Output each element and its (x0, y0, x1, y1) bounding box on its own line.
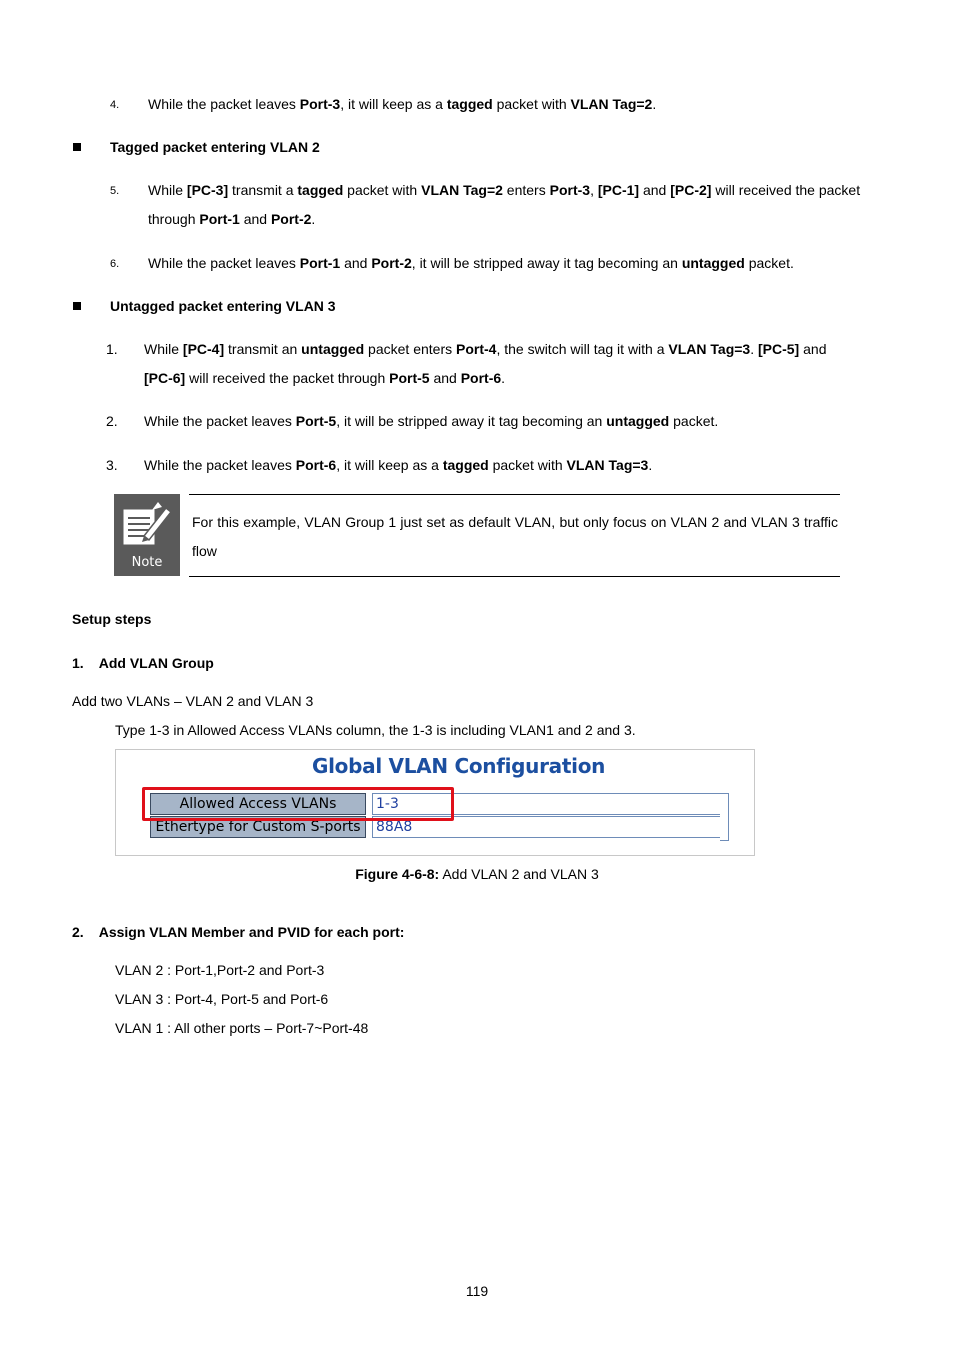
list-number: 5. (110, 185, 120, 197)
list-number: 1. (106, 341, 118, 357)
text-run: , it will be stripped away it tag becoming an (411, 255, 682, 271)
text-run: and (639, 182, 671, 198)
list-item-text (148, 254, 794, 272)
text-run: packet with (488, 457, 567, 473)
bold-text-run: Port-2 (270, 211, 312, 227)
figure-caption (0, 865, 954, 883)
pencil-paper-icon (114, 494, 180, 554)
text-run: . (501, 370, 506, 386)
text-run: and (239, 211, 271, 227)
bold-text-run: untagged (606, 413, 670, 429)
ethertype-input[interactable]: 88A8 (372, 816, 723, 838)
bold-text-run: Port-4 (456, 341, 497, 357)
text-run: will received the packet (711, 182, 861, 198)
bold-text-run: VLAN Tag=2 (421, 182, 503, 198)
bold-text-run: [PC-4] (182, 341, 225, 357)
bold-text-run: [PC-3] (186, 182, 229, 198)
bold-text-run: Port-5 (389, 370, 430, 386)
text-run: and (340, 255, 372, 271)
note-text: For this example, VLAN Group 1 just set as default VLAN, but only focus on VLAN 2 and VLAN 3 traffic flow (192, 514, 838, 559)
note-icon (114, 494, 180, 576)
text-run: , it will keep as a (340, 96, 447, 112)
vlan-member-line: VLAN 2 : Port-1,Port-2 and Port-3 (115, 962, 325, 978)
highlight-box (142, 787, 454, 821)
section-heading-vlan3: Untagged packet entering VLAN 3 (110, 298, 336, 314)
text-run: While (148, 182, 187, 198)
list-item-text (144, 340, 826, 358)
bold-text-run: Port-6 (460, 370, 502, 386)
divider (189, 576, 840, 577)
setup-heading: Setup steps (72, 611, 152, 627)
allowed-vlans-input[interactable]: 1-3 (372, 793, 723, 815)
text-run: While the packet leaves (148, 255, 300, 271)
vlan-member-line: VLAN 3 : Port-4, Port-5 and Port-6 (115, 991, 329, 1007)
list-item-text (144, 456, 652, 474)
config-title: Global VLAN Configuration (312, 754, 606, 778)
text-run: . (750, 341, 758, 357)
vlan-member-line: VLAN 1 : All other ports – Port-7~Port-48 (115, 1020, 369, 1036)
paragraph: Type 1-3 in Allowed Access VLANs column, the 1-3 is including VLAN1 and 2 and 3. (115, 722, 636, 738)
list-item-text (148, 95, 656, 113)
text-run: and (799, 341, 827, 357)
bold-text-run: untagged (681, 255, 745, 271)
note-label: Note (131, 555, 163, 570)
bold-text-run: Port-5 (295, 413, 337, 429)
text-run: enters (502, 182, 550, 198)
divider (189, 494, 840, 495)
list-item-text-continued (144, 369, 505, 387)
bold-text-run: VLAN Tag=3 (668, 341, 751, 357)
text-run: While (144, 341, 183, 357)
bold-text-run: tagged (446, 96, 493, 112)
bold-text-run: untagged (301, 341, 365, 357)
list-item-text (144, 412, 718, 430)
caption-text: Add VLAN 2 and VLAN 3 (439, 866, 599, 882)
page-number: 119 (465, 1283, 489, 1299)
list-number: 6. (110, 258, 120, 270)
step1-heading: 1. Add VLAN Group (72, 655, 214, 671)
text-run: transmit a (228, 182, 298, 198)
bold-text-run: Port-6 (295, 457, 337, 473)
bold-text-run: Port-1 (199, 211, 240, 227)
list-item-text (148, 181, 860, 199)
bold-text-run: tagged (442, 457, 489, 473)
bold-text-run: [PC-6] (144, 370, 186, 386)
text-run: . (652, 96, 657, 112)
text-run: packet with (343, 182, 422, 198)
bold-text-run: Port-1 (299, 255, 341, 271)
bold-text-run: VLAN Tag=3 (566, 457, 649, 473)
square-bullet-icon (73, 143, 81, 151)
vlan-config-screenshot (115, 749, 755, 856)
paragraph: Add two VLANs – VLAN 2 and VLAN 3 (72, 693, 314, 709)
list-number: 3. (106, 457, 118, 473)
bold-text-run: tagged (297, 182, 344, 198)
text-run: packet enters (364, 341, 456, 357)
ethertype-label: Ethertype for Custom S-ports (150, 816, 366, 838)
text-run: will received the packet through (185, 370, 390, 386)
text-run: . (648, 457, 653, 473)
caption-label: Figure 4-6-8: (355, 866, 440, 882)
text-run: While the packet leaves (144, 413, 296, 429)
bold-text-run: Port-3 (549, 182, 591, 198)
bold-text-run: [PC-1] (597, 182, 640, 198)
bold-text-run: [PC-2] (670, 182, 712, 198)
text-run: packet. (744, 255, 794, 271)
text-run: , it will keep as a (336, 457, 443, 473)
table-frame-edge (720, 793, 729, 841)
text-run: , the switch will tag it with a (496, 341, 669, 357)
text-run: packet with (492, 96, 571, 112)
section-heading-vlan2: Tagged packet entering VLAN 2 (110, 139, 320, 155)
bold-text-run: Port-2 (371, 255, 412, 271)
text-run: , it will be stripped away it tag becoming an (336, 413, 607, 429)
text-run: , (590, 182, 598, 198)
text-run: While the packet leaves (148, 96, 300, 112)
list-number: 2. (106, 413, 118, 429)
bold-text-run: Port-3 (299, 96, 341, 112)
allowed-vlans-label: Allowed Access VLANs (150, 793, 366, 815)
step2-heading: 2. Assign VLAN Member and PVID for each port: (72, 924, 405, 940)
list-number: 4. (110, 99, 120, 111)
text-run: through (148, 211, 200, 227)
text-run: and (429, 370, 461, 386)
text-run: While the packet leaves (144, 457, 296, 473)
text-run: transmit an (224, 341, 302, 357)
bold-text-run: [PC-5] (758, 341, 800, 357)
text-run: packet. (669, 413, 719, 429)
text-run: . (311, 211, 316, 227)
square-bullet-icon (73, 302, 81, 310)
bold-text-run: VLAN Tag=2 (570, 96, 653, 112)
list-item-text-continued (148, 210, 315, 228)
